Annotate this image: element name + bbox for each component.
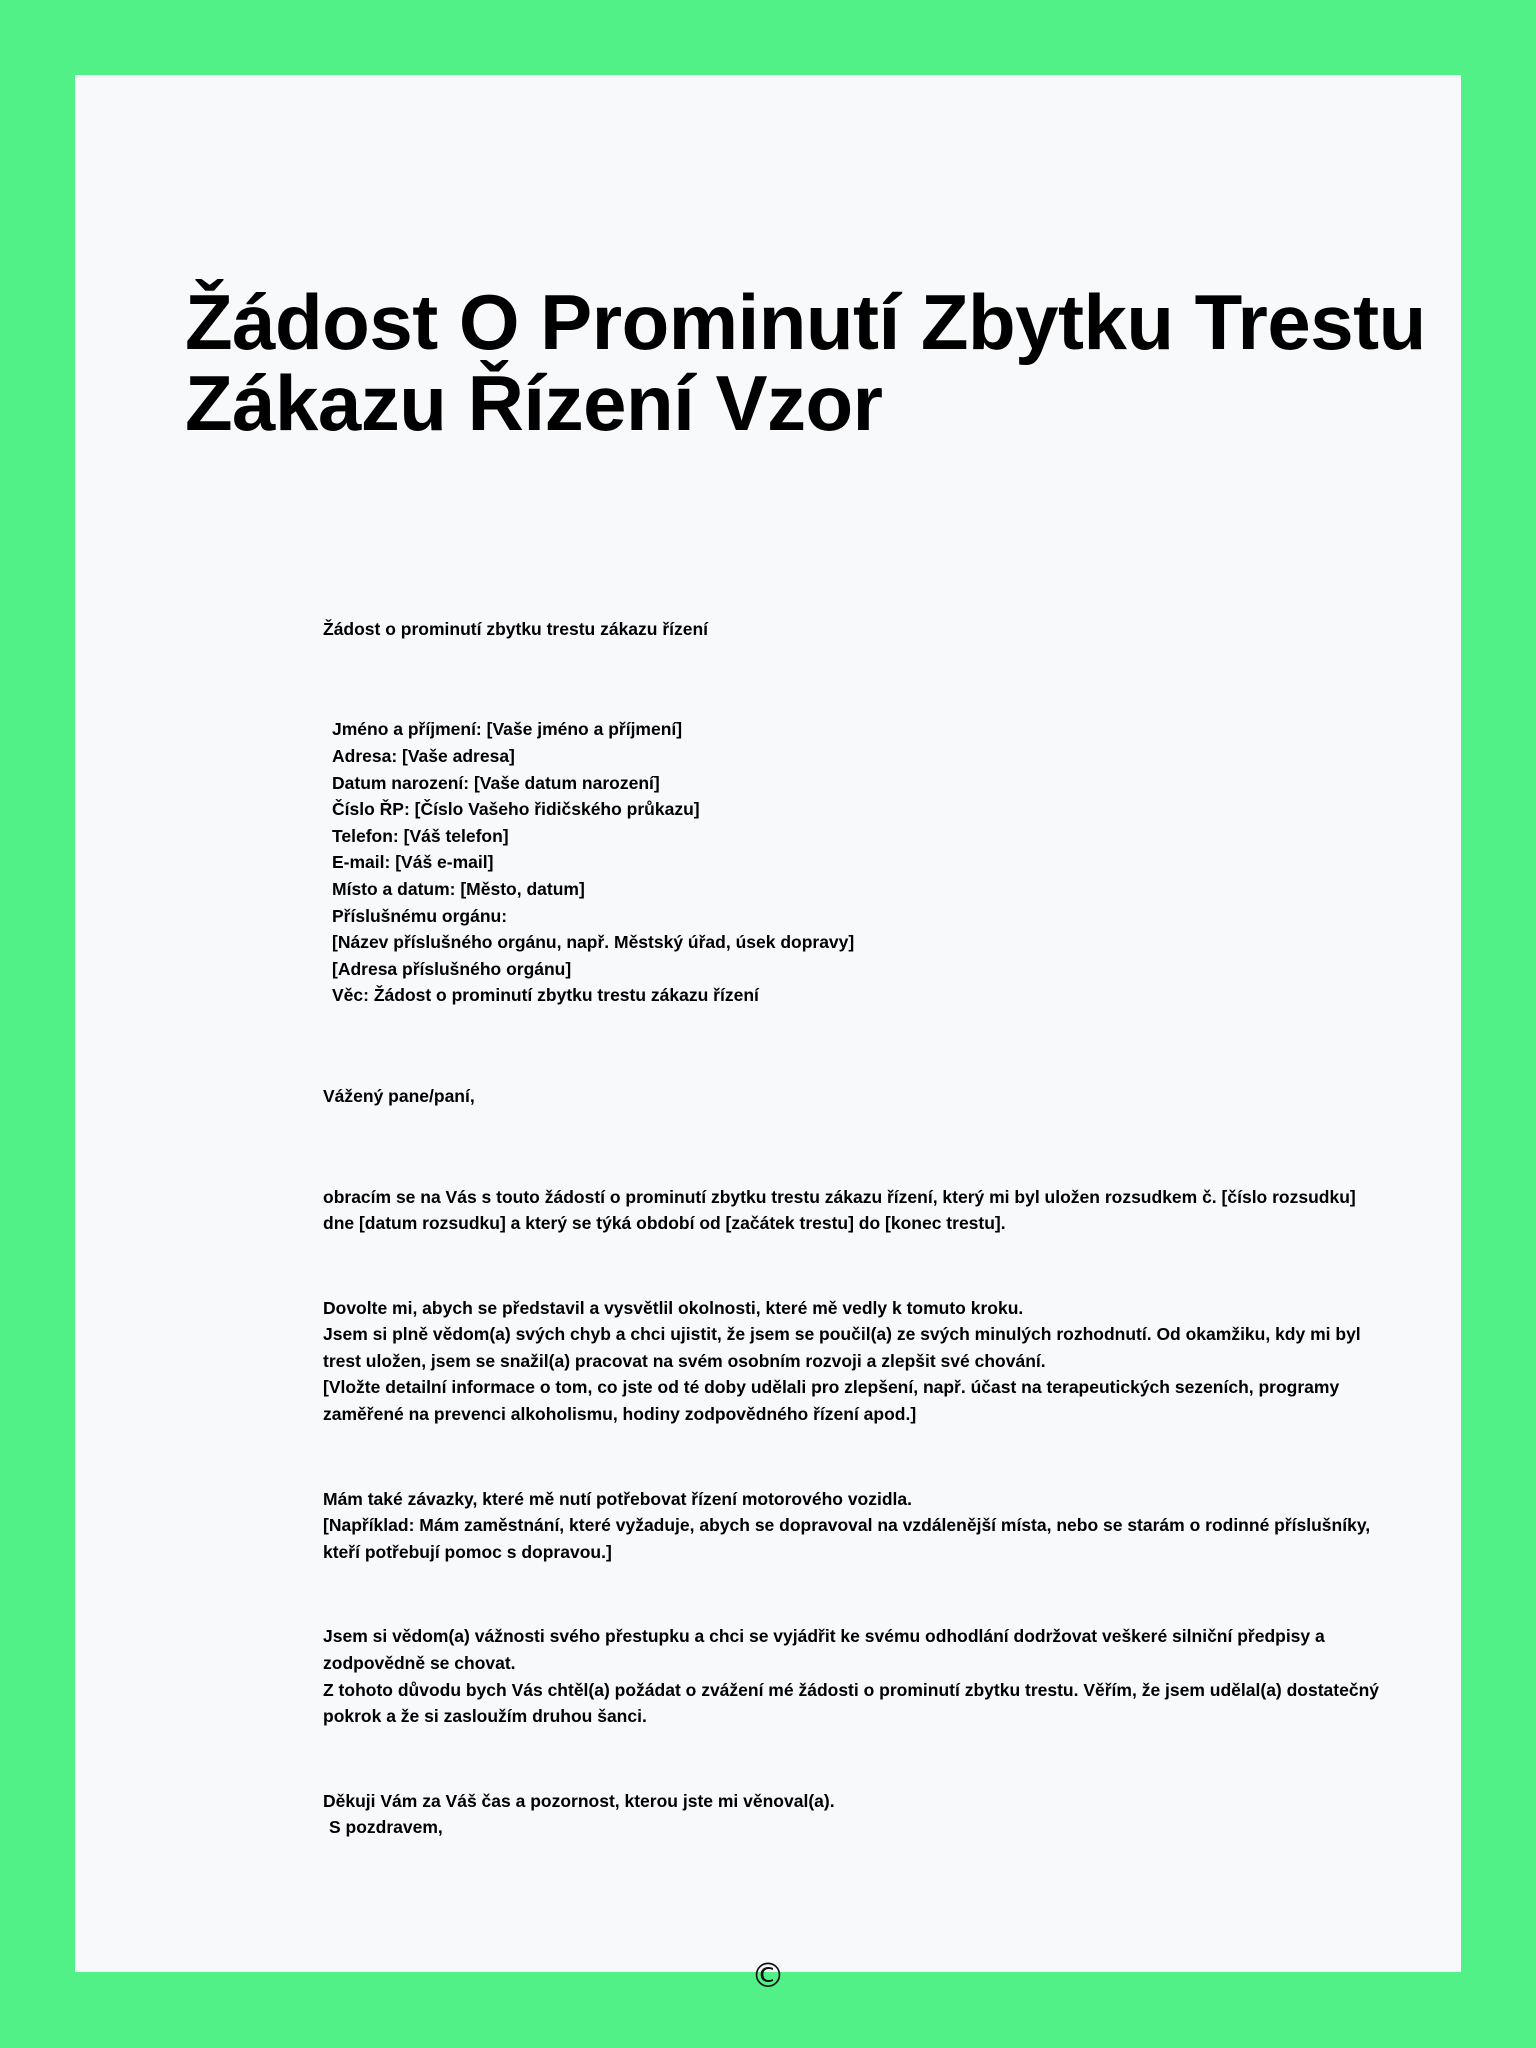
info-line: Datum narození: [Vaše datum narození] <box>332 772 660 793</box>
paragraph-line: Mám také závazky, které mě nutí potřebovat řízení motorového vozidla. <box>323 1488 913 1509</box>
info-line: Telefon: [Váš telefon] <box>332 825 509 846</box>
document-card <box>75 75 1461 1996</box>
info-line: [Adresa příslušného orgánu] <box>332 958 572 979</box>
spacer <box>323 1565 1383 1623</box>
spacer <box>323 1009 1383 1083</box>
closing-block <box>323 1788 1383 1841</box>
footer <box>75 1956 1461 1996</box>
info-line: E-mail: [Váš e-mail] <box>332 852 494 873</box>
spacer <box>323 1428 1383 1486</box>
spacer <box>323 642 1383 716</box>
paragraph-line: [Vložte detailní informace o tom, co jste od té doby udělali pro zlepšení, např. účast na terapeutických sezeních, programy zaměřené na prevenci alkoholismu, hodiny zodpovědného řízení apod.] <box>323 1377 1340 1425</box>
info-line: Číslo ŘP: [Číslo Vašeho řidičského průkazu] <box>332 799 700 820</box>
copyright-icon: © <box>751 1956 785 1996</box>
spacer <box>323 1110 1383 1184</box>
applicant-info-block <box>332 716 1383 1009</box>
info-line: Adresa: [Vaše adresa] <box>332 745 515 766</box>
paragraph-line: Dovolte mi, abych se představil a vysvětlil okolnosti, které mě vedly k tomuto kroku. <box>323 1297 1024 1318</box>
document-subtitle: Žádost o prominutí zbytku trestu zákazu řízení <box>323 619 709 639</box>
signature-line: S pozdravem, <box>329 1817 443 1838</box>
info-line: Příslušnému orgánu: <box>332 905 508 926</box>
paragraph-line: [Například: Mám zaměstnání, které vyžaduje, abych se dopravoval na vzdálenější místa, nebo se starám o rodinné příslušníky, kteří potřebují pomoc s dopravou.] <box>323 1515 1371 1562</box>
paragraph-line: Jsem si vědom(a) vážnosti svého přestupku a chci se vyjádřit ke svému odhodlání dodržovat veškeré silniční předpisy a zodpovědně se chovat. <box>323 1626 1325 1674</box>
paragraph-line: Z tohoto důvodu bych Vás chtěl(a) požádat o zvážení mé žádosti o prominutí zbytku trestu. Věřím, že jsem udělal(a) dostatečný pokrok a že si zasloužím druhou šanci. <box>323 1679 1379 1727</box>
info-line: Věc: Žádost o prominutí zbytku trestu zákazu řízení <box>332 985 759 1006</box>
page-title: Žádost O Prominutí Zbytku Trestu Zákazu Řízení Vzor <box>185 278 1426 447</box>
info-line: [Název příslušného orgánu, např. Městský úřad, úsek dopravy] <box>332 932 855 953</box>
paragraph-obligations <box>323 1486 1383 1566</box>
spacer <box>323 1237 1383 1295</box>
spacer <box>323 1730 1383 1788</box>
paragraph-request <box>323 1623 1383 1729</box>
salutation: Vážený pane/paní, <box>323 1085 475 1106</box>
paragraph-intro: obracím se na Vás s touto žádostí o prominutí zbytku trestu zákazu řízení, který mi byl uložen rozsudkem č. [číslo rozsudku] dne [datum rozsudku] a který se týká období od [začátek trestu] do [konec trestu]. <box>323 1186 1356 1234</box>
info-line: Jméno a příjmení: [Vaše jméno a příjmení] <box>332 719 683 740</box>
info-line: Místo a datum: [Město, datum] <box>332 878 585 899</box>
paragraph-line: Jsem si plně vědom(a) svých chyb a chci ujistit, že jsem se poučil(a) ze svých minulých rozhodnutí. Od okamžiku, kdy mi byl trest uložen, jsem se snažil(a) pracovat na svém osobním rozvoji a zlepšit své chování. <box>323 1324 1361 1371</box>
document-body <box>323 617 1383 1841</box>
paragraph-background <box>323 1295 1383 1428</box>
closing-line: Děkuji Vám za Váš čas a pozornost, kterou jste mi věnoval(a). <box>323 1790 835 1811</box>
